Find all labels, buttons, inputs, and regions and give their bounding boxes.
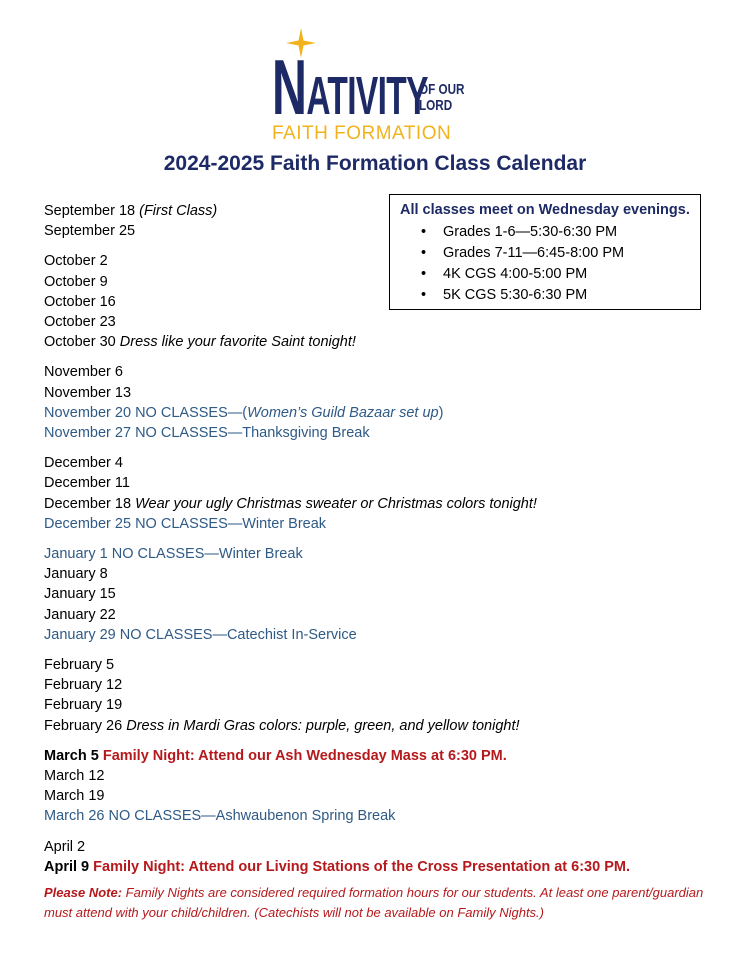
class-time-item: • 4K CGS 4:00-5:00 PM bbox=[443, 264, 700, 285]
schedule-row-no-class bbox=[44, 403, 734, 423]
row-note: Family Night: Attend our Ash Wednesday Mass at 6:30 PM. bbox=[102, 747, 507, 764]
month-february bbox=[44, 655, 734, 736]
schedule-row-no-class bbox=[44, 625, 734, 645]
logo-of-our: OF OUR bbox=[419, 81, 465, 98]
row-date: October 9 bbox=[44, 273, 108, 290]
row-date: March 19 bbox=[44, 788, 105, 805]
row-note: NO CLASSES—Catechist In-Service bbox=[119, 626, 357, 643]
schedule-row bbox=[44, 453, 734, 473]
row-date: December 4 bbox=[44, 455, 123, 472]
schedule-row bbox=[44, 584, 734, 604]
month-january bbox=[44, 544, 734, 645]
row-note: Dress in Mardi Gras colors: purple, green, and yellow tonight! bbox=[126, 717, 520, 734]
row-date: February 19 bbox=[44, 697, 123, 714]
schedule-row bbox=[44, 292, 734, 312]
row-note: NO CLASSES—Ashwaubenon Spring Break bbox=[108, 808, 396, 825]
row-date: December 18 bbox=[44, 495, 132, 512]
schedule-row bbox=[44, 655, 734, 675]
schedule-row bbox=[44, 675, 734, 695]
row-note: NO CLASSES—Winter Break bbox=[135, 515, 327, 532]
schedule-row bbox=[44, 312, 734, 332]
schedule-row bbox=[44, 716, 734, 736]
schedule-row-no-class bbox=[44, 514, 734, 534]
row-note bbox=[135, 405, 443, 421]
row-date: October 2 bbox=[44, 253, 108, 270]
row-date: January 8 bbox=[44, 566, 108, 583]
logo-subtitle: FAITH FORMATION bbox=[272, 123, 452, 144]
class-times-heading: All classes meet on Wednesday evenings. bbox=[400, 202, 690, 218]
schedule-row bbox=[44, 221, 734, 241]
month-september bbox=[44, 201, 734, 241]
logo-wordmark bbox=[272, 43, 428, 131]
logo-initial: N bbox=[272, 43, 307, 131]
row-date: March 5 bbox=[44, 747, 99, 764]
logo-lord: LORD bbox=[419, 97, 453, 114]
schedule-row bbox=[44, 251, 734, 271]
class-time-item: • Grades 7-11—6:45-8:00 PM bbox=[443, 243, 700, 264]
schedule-row bbox=[44, 272, 734, 292]
footnote-text: Family Nights are considered required formation hours for our students. At least one parent/guardian must attend with your child/children. (Catechists will not be available on Family Nights.) bbox=[44, 885, 704, 920]
row-note: Family Night: Attend our Living Stations of the Cross Presentation at 6:30 PM. bbox=[93, 858, 630, 875]
month-december bbox=[44, 453, 734, 534]
row-date: November 27 bbox=[44, 425, 132, 442]
schedule-row bbox=[44, 201, 734, 221]
row-date: March 26 bbox=[44, 808, 105, 825]
row-date: February 26 bbox=[44, 717, 123, 734]
row-note-italic: Women’s Guild Bazaar set up bbox=[247, 404, 439, 421]
row-date: September 25 bbox=[44, 223, 136, 240]
row-date: February 5 bbox=[44, 657, 115, 674]
page-title: 2024-2025 Faith Formation Class Calendar bbox=[163, 152, 587, 175]
row-date: November 20 bbox=[44, 404, 132, 421]
row-date: October 23 bbox=[44, 314, 116, 331]
month-november bbox=[44, 362, 734, 443]
row-date: March 12 bbox=[44, 768, 105, 785]
logo-rest: ATIVITY bbox=[306, 66, 428, 126]
schedule-row bbox=[44, 837, 734, 857]
class-schedule bbox=[44, 201, 734, 887]
row-note: Wear your ugly Christmas sweater or Christmas colors tonight! bbox=[135, 495, 537, 512]
row-date: September 18 bbox=[44, 203, 136, 219]
schedule-row bbox=[44, 494, 734, 514]
schedule-row-family-night bbox=[44, 746, 734, 766]
row-date: December 11 bbox=[44, 475, 130, 492]
row-note: NO CLASSES—Thanksgiving Break bbox=[135, 425, 370, 442]
schedule-row-family-night bbox=[44, 857, 734, 877]
schedule-row bbox=[44, 786, 734, 806]
month-march bbox=[44, 746, 734, 827]
row-date: February 12 bbox=[44, 677, 123, 694]
row-date: January 1 bbox=[44, 546, 108, 563]
schedule-row bbox=[44, 332, 734, 352]
row-date: October 30 bbox=[44, 334, 116, 351]
row-date: January 29 bbox=[44, 626, 116, 643]
row-date: November 13 bbox=[44, 384, 132, 401]
row-note-pre: NO CLASSES—( bbox=[135, 404, 248, 421]
schedule-row bbox=[44, 564, 734, 584]
month-april bbox=[44, 837, 734, 877]
schedule-row bbox=[44, 383, 734, 403]
row-date: December 25 bbox=[44, 515, 132, 532]
schedule-row-no-class bbox=[44, 544, 734, 564]
row-date: October 16 bbox=[44, 293, 116, 310]
schedule-row bbox=[44, 473, 734, 493]
row-date: November 6 bbox=[44, 364, 123, 381]
row-date: January 22 bbox=[44, 606, 116, 623]
row-date: April 9 bbox=[44, 858, 90, 875]
class-time-item: • Grades 1-6—5:30-6:30 PM bbox=[443, 222, 700, 243]
schedule-row-no-class bbox=[44, 806, 734, 826]
row-date: April 2 bbox=[44, 838, 86, 855]
class-time-item: • 5K CGS 5:30-6:30 PM bbox=[443, 285, 700, 306]
month-october bbox=[44, 251, 734, 352]
schedule-row bbox=[44, 695, 734, 715]
schedule-row bbox=[44, 605, 734, 625]
row-date: January 15 bbox=[44, 586, 116, 603]
row-note-post: ) bbox=[438, 404, 444, 421]
row-note: NO CLASSES—Winter Break bbox=[111, 546, 303, 563]
row-note: Dress like your favorite Saint tonight! bbox=[119, 334, 356, 351]
schedule-row bbox=[44, 362, 734, 382]
schedule-row-no-class bbox=[44, 423, 734, 443]
row-note: (First Class) bbox=[139, 203, 218, 219]
logo-of-our-lord bbox=[419, 82, 465, 114]
footnote-lead: Please Note: bbox=[44, 885, 123, 900]
family-night-footnote bbox=[44, 883, 724, 923]
schedule-row bbox=[44, 766, 734, 786]
